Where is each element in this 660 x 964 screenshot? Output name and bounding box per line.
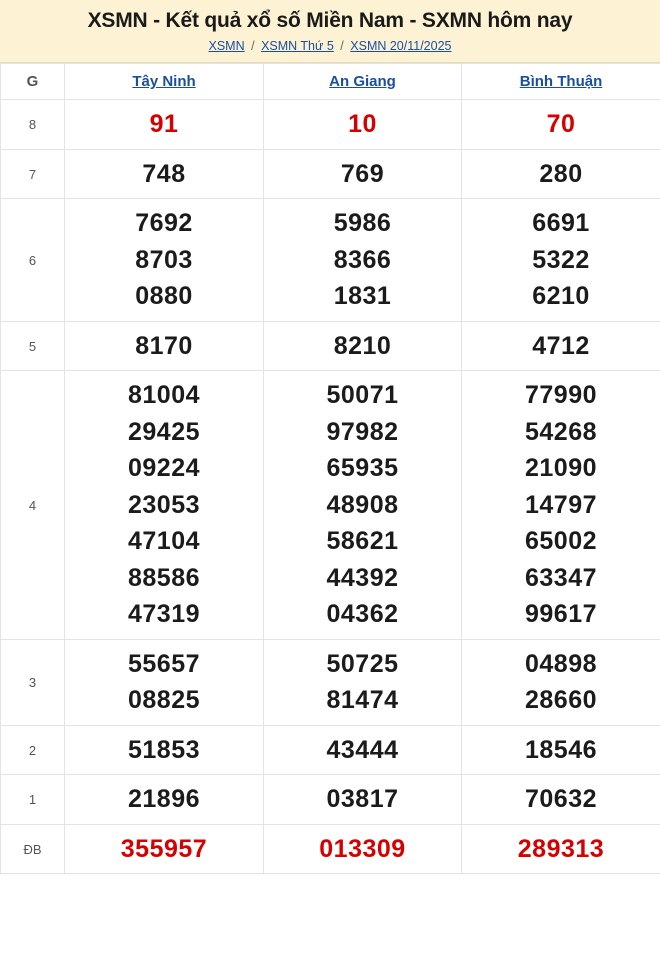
prize-number: 23053 xyxy=(127,490,201,519)
prize-number: 88586 xyxy=(127,563,201,592)
table-row xyxy=(1,100,660,150)
prize-number: 1831 xyxy=(333,282,392,311)
breadcrumb-link-0[interactable]: XSMN xyxy=(208,39,245,54)
prize-number: 18546 xyxy=(524,735,598,764)
table-row xyxy=(1,725,660,775)
prize-number: 09224 xyxy=(127,454,201,483)
prize-cell xyxy=(462,149,660,199)
prize-number: 50071 xyxy=(326,381,399,410)
prize-label: 3 xyxy=(1,639,65,725)
prize-number: 50725 xyxy=(326,649,399,678)
breadcrumb-link-4[interactable]: XSMN 20/11/2025 xyxy=(350,39,452,54)
prize-number: 58621 xyxy=(326,527,399,556)
prize-number: 48908 xyxy=(326,490,399,519)
prize-cell xyxy=(264,371,462,640)
prize-cell xyxy=(462,639,660,725)
table-row xyxy=(1,371,660,640)
prize-number: 0880 xyxy=(135,282,193,311)
prize-cell xyxy=(65,639,264,725)
prize-number: 14797 xyxy=(524,490,598,519)
prize-number: 04362 xyxy=(326,600,399,629)
prize-number: 70632 xyxy=(524,785,598,814)
column-header-prize: G xyxy=(1,64,65,100)
prize-cell xyxy=(264,321,462,371)
prize-number: 65002 xyxy=(524,527,598,556)
table-row xyxy=(1,639,660,725)
results-table-body xyxy=(1,100,660,874)
prize-number: 70 xyxy=(546,110,576,139)
prize-number: 47319 xyxy=(127,600,201,629)
column-header-province-1 xyxy=(65,64,264,100)
prize-number: 54268 xyxy=(524,417,598,446)
province-link-binh-thuan[interactable]: Bình Thuận xyxy=(519,73,603,91)
prize-number: 21896 xyxy=(127,785,201,814)
prize-cell xyxy=(264,725,462,775)
breadcrumb-link-2[interactable]: XSMN Thứ 5 xyxy=(261,39,334,54)
table-row xyxy=(1,149,660,199)
prize-number: 5322 xyxy=(532,245,590,274)
prize-number: 6691 xyxy=(532,209,590,238)
prize-number: 29425 xyxy=(127,417,201,446)
province-link-tay-ninh[interactable]: Tây Ninh xyxy=(132,73,196,91)
prize-cell xyxy=(65,199,264,322)
prize-number: 769 xyxy=(340,159,385,188)
prize-label: 7 xyxy=(1,149,65,199)
prize-number: 03817 xyxy=(326,785,399,814)
prize-number: 4712 xyxy=(532,331,590,360)
prize-label: 2 xyxy=(1,725,65,775)
prize-number: 97982 xyxy=(326,417,399,446)
prize-number: 65935 xyxy=(326,454,399,483)
prize-cell xyxy=(462,199,660,322)
results-table-head xyxy=(1,64,660,100)
prize-number: 47104 xyxy=(127,527,201,556)
prize-number: 51853 xyxy=(127,735,201,764)
prize-label: 6 xyxy=(1,199,65,322)
prize-cell xyxy=(65,100,264,150)
prize-cell xyxy=(462,725,660,775)
prize-cell xyxy=(65,775,264,825)
prize-label: ĐB xyxy=(1,824,65,874)
prize-number: 99617 xyxy=(524,600,598,629)
prize-number: 8366 xyxy=(333,245,392,274)
prize-cell xyxy=(264,639,462,725)
prize-cell xyxy=(264,775,462,825)
breadcrumb xyxy=(10,39,650,54)
table-header-row xyxy=(1,64,660,100)
prize-number: 10 xyxy=(348,110,377,139)
prize-cell xyxy=(264,149,462,199)
prize-cell xyxy=(462,321,660,371)
prize-number: 5986 xyxy=(333,209,392,238)
page-header xyxy=(0,0,660,63)
prize-label: 8 xyxy=(1,100,65,150)
prize-number: 21090 xyxy=(524,454,598,483)
page-title: XSMN - Kết quả xổ số Miền Nam - SXMN hôm nay xyxy=(87,9,573,32)
prize-number: 748 xyxy=(142,159,186,188)
prize-number: 013309 xyxy=(319,834,406,863)
prize-number: 81474 xyxy=(326,686,399,715)
prize-number: 55657 xyxy=(127,649,201,678)
prize-cell xyxy=(65,149,264,199)
prize-number: 28660 xyxy=(524,686,598,715)
prize-label: 1 xyxy=(1,775,65,825)
prize-number: 44392 xyxy=(326,563,399,592)
prize-number: 7692 xyxy=(135,209,193,238)
prize-cell xyxy=(264,199,462,322)
prize-cell xyxy=(462,371,660,640)
prize-number: 77990 xyxy=(524,381,598,410)
table-row xyxy=(1,199,660,322)
prize-cell xyxy=(65,725,264,775)
breadcrumb-separator-3: / xyxy=(340,39,344,54)
prize-number: 8210 xyxy=(333,331,392,360)
results-table xyxy=(0,63,660,874)
prize-number: 08825 xyxy=(127,686,201,715)
prize-number: 91 xyxy=(149,110,179,139)
prize-cell xyxy=(462,100,660,150)
prize-cell xyxy=(264,824,462,874)
prize-cell xyxy=(65,371,264,640)
column-header-province-3 xyxy=(462,64,660,100)
prize-cell xyxy=(462,775,660,825)
prize-label: 4 xyxy=(1,371,65,640)
table-row xyxy=(1,775,660,825)
prize-label: 5 xyxy=(1,321,65,371)
prize-number: 280 xyxy=(539,159,583,188)
column-header-province-2 xyxy=(264,64,462,100)
prize-number: 04898 xyxy=(524,649,598,678)
prize-number: 8170 xyxy=(135,331,193,360)
prize-cell xyxy=(462,824,660,874)
prize-cell xyxy=(65,321,264,371)
table-row xyxy=(1,321,660,371)
prize-number: 63347 xyxy=(524,563,598,592)
table-row xyxy=(1,824,660,874)
prize-cell xyxy=(65,824,264,874)
province-link-an-giang[interactable]: An Giang xyxy=(329,73,396,91)
prize-number: 43444 xyxy=(326,735,399,764)
prize-cell xyxy=(264,100,462,150)
prize-number: 81004 xyxy=(127,381,201,410)
breadcrumb-separator-1: / xyxy=(251,39,255,54)
prize-number: 6210 xyxy=(532,282,590,311)
prize-number: 8703 xyxy=(135,245,193,274)
prize-number: 355957 xyxy=(120,834,208,863)
prize-number: 289313 xyxy=(517,834,605,863)
